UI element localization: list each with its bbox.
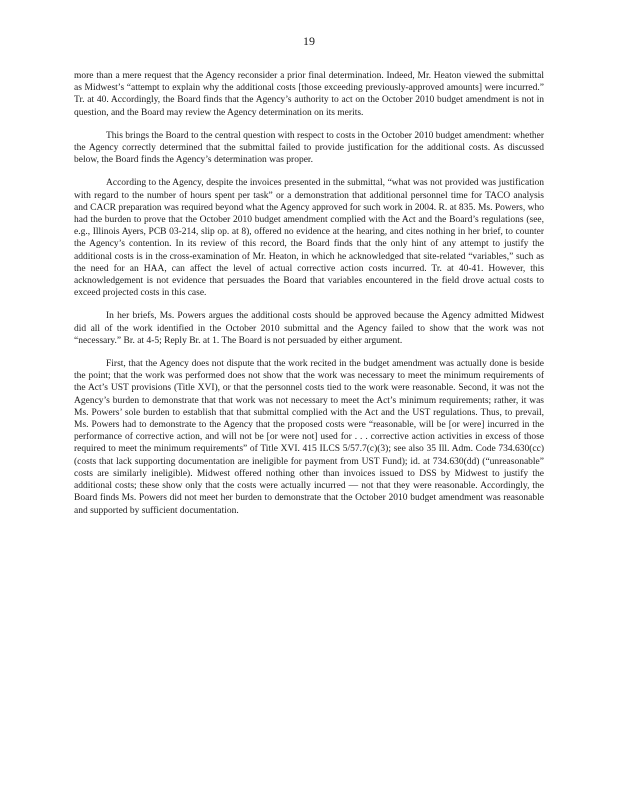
paragraph-2: This brings the Board to the central question with respect to costs in the October 2010 budget amendment: whether the Agency correctly determined that the submittal failed to provide justification for the additional costs. As discussed below, the Board finds the Agency’s determination was proper. [74,130,544,166]
paragraph-1: more than a mere request that the Agency reconsider a prior final determination. Indeed, Mr. Heaton viewed the submittal as Midwest’s “attempt to explain why the additional costs [those exceeding previously-approved amounts] were incurred.” Tr. at 40. Accordingly, the Board finds that the Agency’s authority to act on the October 2010 budget amendment is not in question, and the Board may review the Agency determination on its merits. [74,71,544,118]
paragraph-5: First, that the Agency does not dispute that the work recited in the budget amendment was actually done is beside the point; that the work was performed does not show that the work was necessary to meet the minimum requirements of the Act’s UST provisions (Title XVI), or that the personnel costs tied to the work were reasonable. Second, it was not the Agency’s burden to demonstrate that that work was not necessary to meet the Act’s minimum requirements; rather, it was Ms. Powers’ sole burden to establish that that submittal complied with the Act and the UST regulations. Thus, to prevail, Ms. Powers had to demonstrate to the Agency that the proposed costs were “reasonable, will be [or were] incurred in the performance of corrective action, and will not be [or were not] used for . . . corrective action activities in excess of those required to meet the minimum requirements” of Title XVI. 415 ILCS 5/57.7(c)(3); see also 35 Ill. Adm. Code 734.630(cc) (costs that lack supporting documentation are ineligible for payment from UST Fund); id. at 734.630(dd) (“unreasonable” costs are similarly ineligible). Midwest offered nothing other than invoices issued to DSS by Midwest to justify the additional costs; these show only that the costs were actually incurred — not that they were reasonable. Accordingly, the Board finds Ms. Powers did not meet her burden to demonstrate that the October 2010 budget amendment was reasonable and supported by sufficient documentation. [74,359,544,516]
document-body [74,70,544,528]
paragraph-4: In her briefs, Ms. Powers argues the additional costs should be approved because the Agency admitted Midwest did all of the work identified in the October 2010 submittal and the Agency failed to show that the work was not “necessary.” Br. at 4-5; Reply Br. at 1. The Board is not persuaded by either argument. [74,311,544,346]
paragraph-3: According to the Agency, despite the invoices presented in the submittal, “what was not provided was justification with regard to the number of hours spent per task” or a demonstration that additional personnel time for TACO analysis and CACR preparation was required beyond what the Agency approved for such work in 2004. R. at 835. Ms. Powers, who had the burden to prove that the October 2010 budget amendment complied with the Act and the Board’s regulations (see, e.g., Illinois Ayers, PCB 03-214, slip op. at 8), offered no evidence at the hearing, and cites nothing in her brief, to counter the Agency’s contention. In its review of this record, the Board finds that the only hint of any attempt to justify the additional costs is in the cross-examination of Mr. Heaton, in which he acknowledged that site-related “variables,” such as the need for an HAA, can affect the level of actual corrective action costs incurred. Tr. at 40-41. However, this acknowledgement is not evidence that persuades the Board that variables encountered in the field drove actual costs to exceed projected costs in this case. [74,178,544,299]
page-number: 19 [303,34,315,48]
